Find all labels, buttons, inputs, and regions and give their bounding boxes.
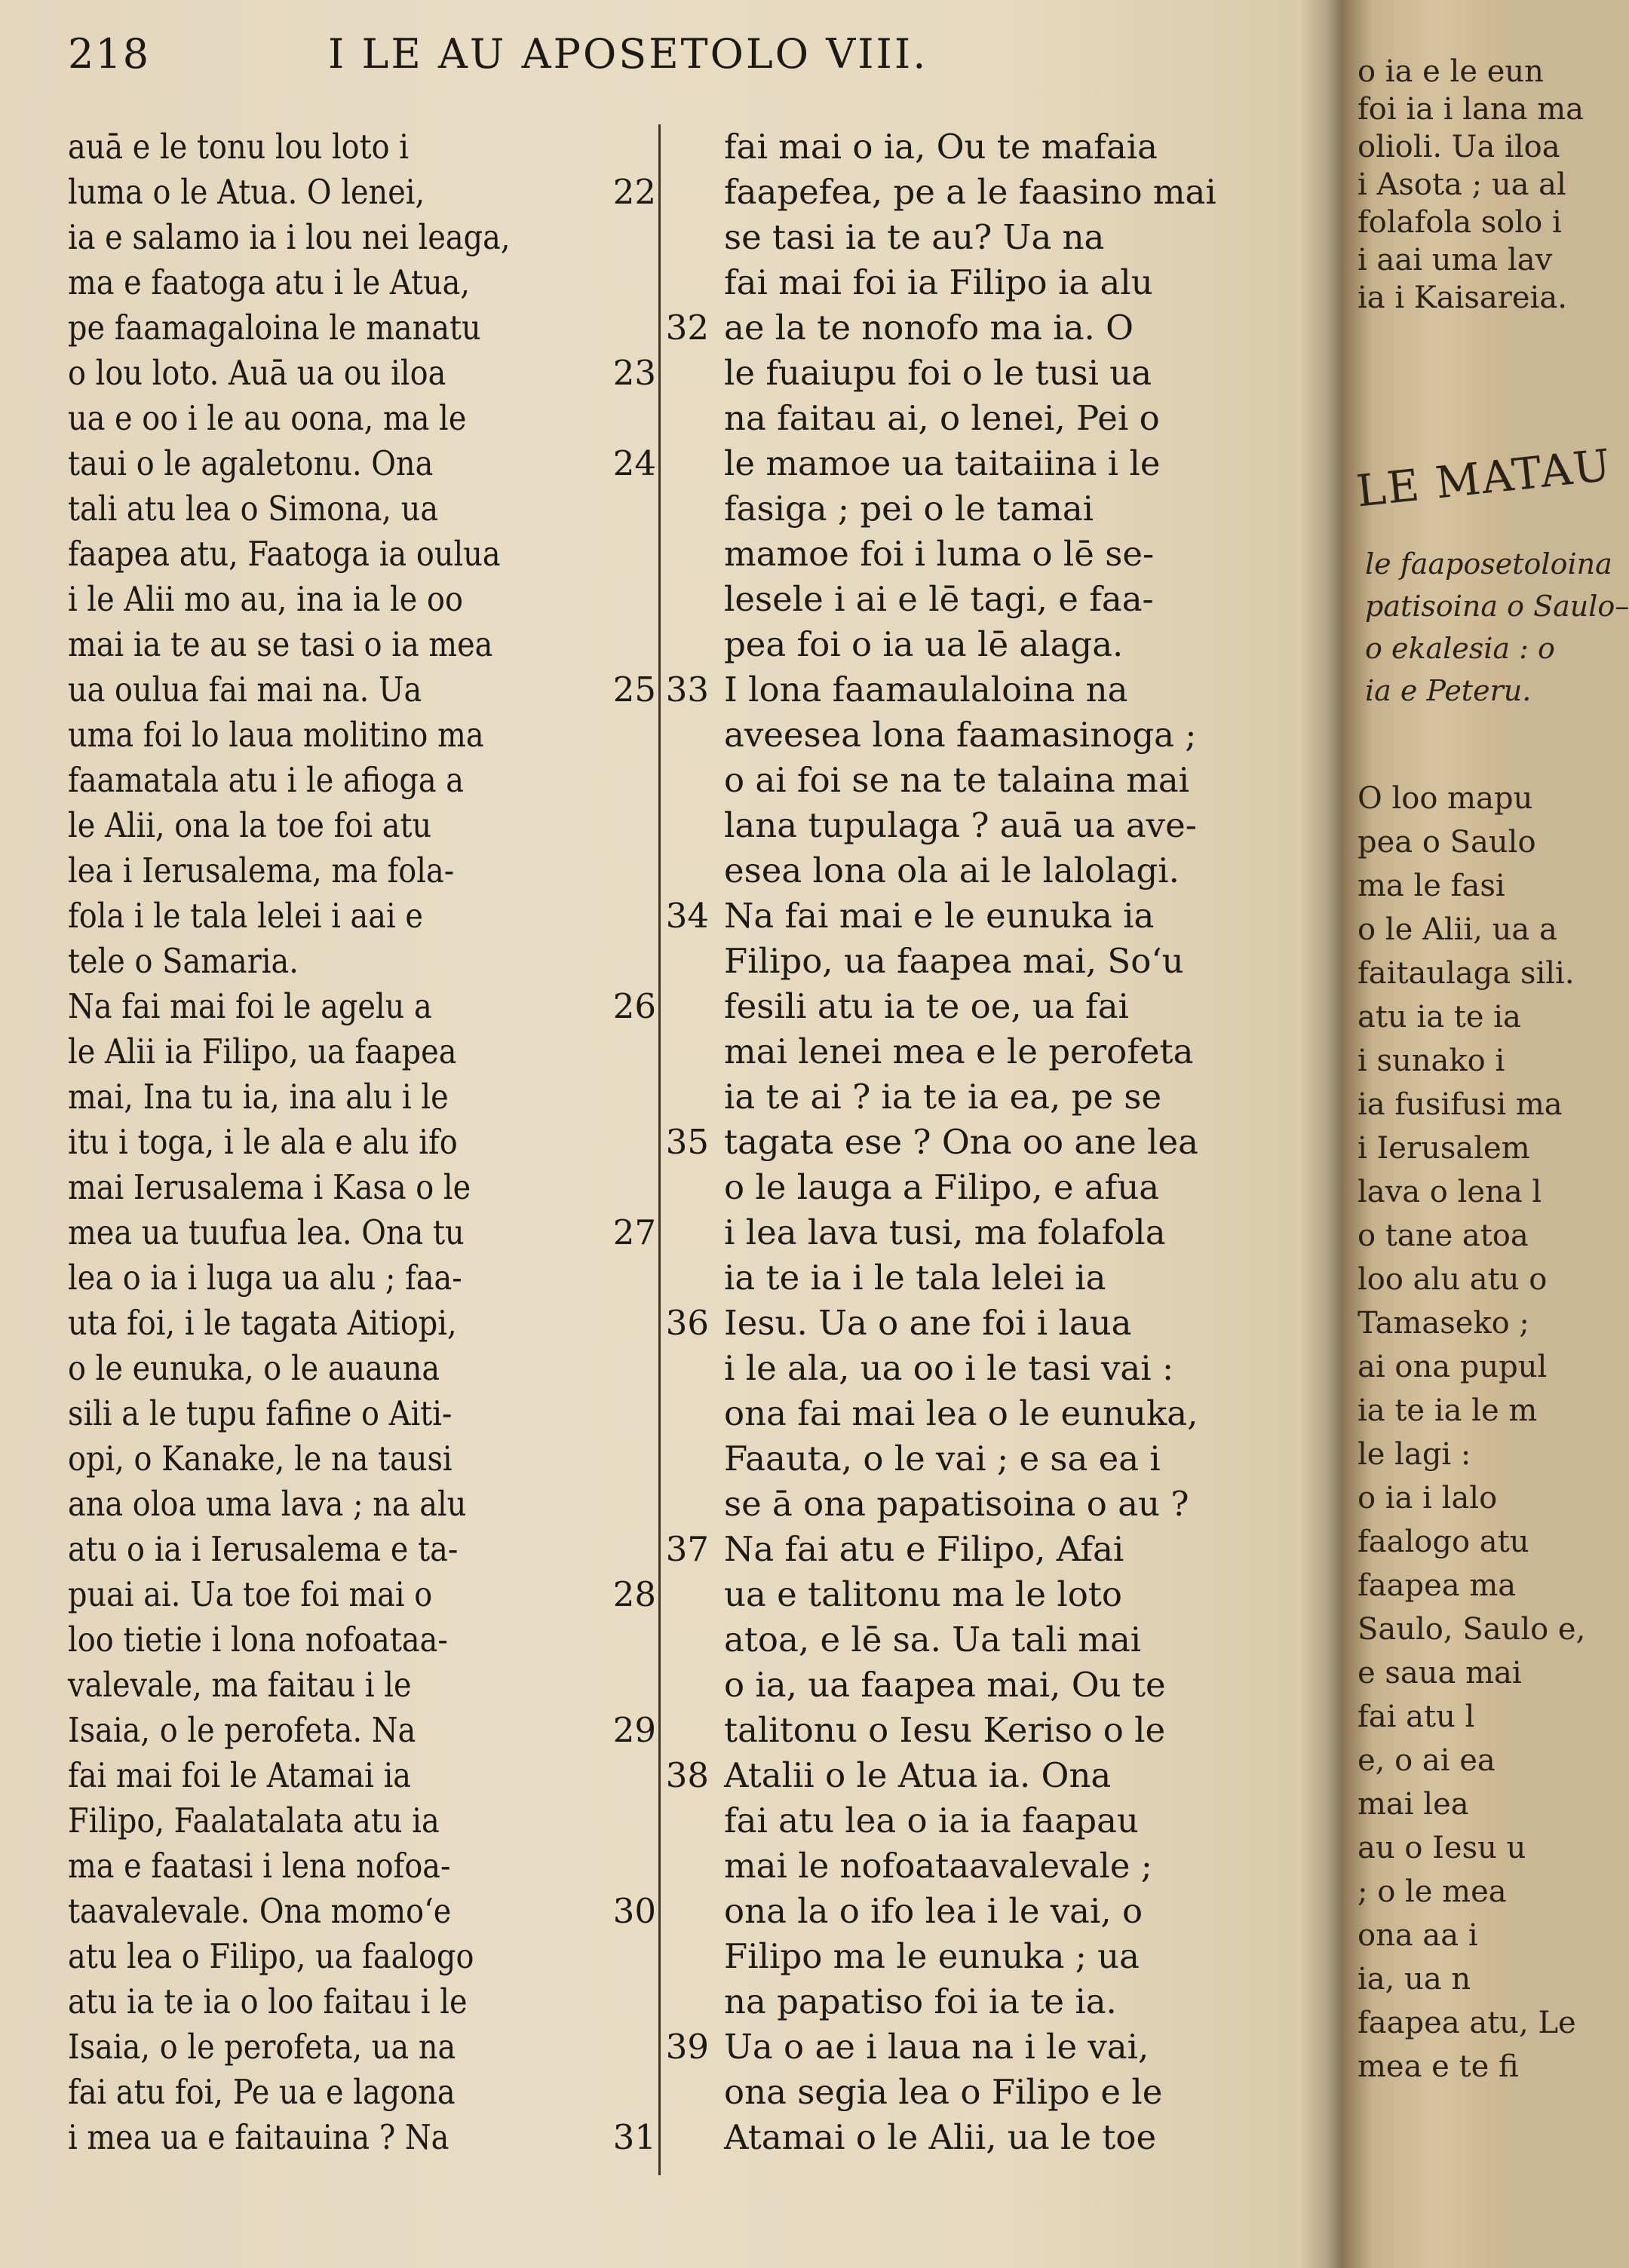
text-line	[724, 215, 1229, 260]
text-line	[665, 1120, 1229, 1165]
line-text: Filipo, ua faapea mai, So‘u	[724, 941, 1184, 981]
text-line	[665, 667, 1229, 713]
line-text: Atalii o le Atua ia. Ona	[724, 1755, 1112, 1795]
facing-page-line: i Ierusalem	[1358, 1131, 1530, 1166]
text-line	[68, 713, 656, 758]
line-text: lea o ia i luga ua alu ; faa-	[68, 1258, 462, 1298]
facing-page-line: ; o le mea	[1358, 1874, 1507, 1909]
facing-page-line: o ia e le eun	[1358, 54, 1544, 89]
text-line	[665, 1527, 1229, 1572]
line-text: I lona faamaulaloina na	[724, 670, 1128, 710]
line-text: mai le nofoataavalevale ;	[724, 1846, 1152, 1886]
text-line	[724, 1436, 1229, 1482]
facing-page-line: faapea atu, Le	[1358, 2006, 1576, 2040]
text-line	[68, 1708, 656, 1753]
line-text: Na fai atu e Filipo, Afai	[724, 1529, 1124, 1569]
line-text: Atamai o le Alii, ua le toe	[724, 2117, 1157, 2157]
text-line	[724, 1391, 1229, 1436]
facing-page-line: mea e te fi	[1358, 2049, 1519, 2084]
facing-page-line: ia te ia le m	[1358, 1393, 1538, 1428]
text-line	[724, 1979, 1229, 2024]
text-line	[68, 848, 656, 893]
facing-page-line: ona aa i	[1358, 1918, 1478, 1953]
facing-page-line: ma le fasi	[1358, 869, 1505, 903]
line-text: taui o le agaletonu. Ona	[68, 443, 434, 483]
text-line	[68, 532, 656, 577]
line-text: i le Alii mo au, ina ia le oo	[68, 579, 463, 619]
facing-page-line: olioli. Ua iloa	[1358, 130, 1560, 164]
line-text: o le eunuka, o le auauna	[68, 1348, 440, 1388]
line-text: atu o ia i Ierusalema e ta-	[68, 1529, 459, 1569]
text-line	[665, 1753, 1229, 1798]
line-text: mamoe foi i luma o lē se-	[724, 534, 1155, 574]
facing-page-line: le faaposetoloina	[1365, 547, 1612, 581]
verse-number: 30	[612, 1891, 656, 1931]
line-text: faapefea, pe a le faasino mai	[724, 172, 1216, 212]
verse-number: 31	[612, 2117, 656, 2157]
facing-page-line: faitaulaga sili.	[1358, 956, 1575, 991]
line-text: lesele i ai e lē tagi, e faa-	[724, 579, 1154, 619]
text-line	[68, 1663, 656, 1708]
verse-number: 24	[612, 443, 656, 483]
facing-page-line: lava o lena l	[1358, 1175, 1542, 1209]
line-text: aveesea lona faamasinoga ;	[724, 715, 1197, 755]
left-column	[68, 124, 656, 2160]
line-text: i le ala, ua oo i le tasi vai :	[724, 1348, 1174, 1388]
text-line	[724, 1889, 1229, 1934]
facing-page-line: faalogo atu	[1358, 1525, 1529, 1559]
text-line	[68, 170, 656, 215]
line-text: ia te ai ? ia te ia ea, pe se	[724, 1077, 1162, 1117]
text-line	[724, 1482, 1229, 1527]
text-line	[724, 532, 1229, 577]
text-line	[724, 170, 1229, 215]
facing-page-line: Saulo, Saulo e,	[1358, 1612, 1586, 1647]
text-line	[68, 1210, 656, 1255]
line-text: mai ia te au se tasi o ia mea	[68, 624, 493, 664]
facing-page-line: i Asota ; ua al	[1358, 167, 1566, 202]
line-text: Isaia, o le perofeta. Na	[68, 1710, 416, 1750]
verse-number: 35	[665, 1122, 709, 1162]
line-text: mai lenei mea e le perofeta	[724, 1031, 1194, 1071]
line-text: Na fai mai foi le agelu a	[68, 986, 432, 1026]
verse-number: 32	[665, 308, 709, 348]
text-line	[724, 577, 1229, 622]
text-line	[724, 803, 1229, 848]
line-text: o ai foi se na te talaina mai	[724, 760, 1190, 800]
facing-page-line: ai ona pupul	[1358, 1350, 1548, 1384]
text-line	[68, 124, 656, 170]
text-line	[68, 577, 656, 622]
verse-number: 22	[612, 172, 656, 212]
line-text: atu lea o Filipo, ua faalogo	[68, 1936, 474, 1976]
facing-page-chapter-summary	[1365, 543, 1629, 712]
verse-number: 28	[612, 1574, 656, 1614]
line-text: auā e le tonu lou loto i	[68, 127, 410, 167]
line-text: opi, o Kanake, le na tausi	[68, 1439, 452, 1479]
line-text: i lea lava tusi, ma folafola	[724, 1212, 1166, 1252]
facing-page-body-text	[1358, 777, 1585, 2089]
line-text: taavalevale. Ona momo‘e	[68, 1891, 452, 1931]
line-text: ona fai mai lea o le eunuka,	[724, 1393, 1198, 1433]
text-line	[724, 1346, 1229, 1391]
line-text: itu i toga, i le ala e alu ifo	[68, 1122, 458, 1162]
line-text: tali atu lea o Simona, ua	[68, 489, 439, 529]
facing-page-line: folafola solo i	[1358, 205, 1562, 240]
facing-page-line: o tane atoa	[1358, 1218, 1529, 1253]
facing-page-line: atu ia te ia	[1358, 1000, 1521, 1034]
line-text: lea i Ierusalema, ma fola-	[68, 851, 455, 890]
text-line	[68, 1844, 656, 1889]
text-line	[724, 2115, 1229, 2160]
line-text: mea ua tuufua lea. Ona tu	[68, 1212, 465, 1252]
text-line	[68, 2070, 656, 2115]
line-text: ia te ia i le tala lelei ia	[724, 1258, 1106, 1298]
text-line	[724, 1074, 1229, 1120]
line-text: puai ai. Ua toe foi mai o	[68, 1574, 433, 1614]
text-line	[68, 939, 656, 984]
line-text: le Alii ia Filipo, ua faapea	[68, 1031, 457, 1071]
line-text: faapea atu, Faatoga ia oulua	[68, 534, 501, 574]
line-text: tagata ese ? Ona oo ane lea	[724, 1122, 1198, 1162]
line-text: ma e faatoga atu i le Atua,	[68, 262, 471, 302]
line-text: Filipo, Faalatalata atu ia	[68, 1801, 440, 1840]
verse-number: 39	[665, 2027, 709, 2067]
text-line	[68, 1889, 656, 1934]
verse-number: 26	[612, 986, 656, 1026]
facing-page-top-text	[1358, 53, 1584, 317]
facing-page-line: o ia i lalo	[1358, 1481, 1498, 1516]
text-line	[68, 1979, 656, 2024]
line-text: fai mai foi le Atamai ia	[68, 1755, 412, 1795]
facing-page-heading: LE MATAU	[1354, 439, 1615, 517]
text-line	[724, 1798, 1229, 1844]
line-text: fesili atu ia te oe, ua fai	[724, 986, 1129, 1026]
line-text: fai mai o ia, Ou te mafaia	[724, 127, 1158, 167]
verse-number: 29	[612, 1710, 656, 1750]
text-line	[665, 1301, 1229, 1346]
facing-page-line: patisoina o Saulo–	[1365, 590, 1629, 623]
text-line	[68, 1436, 656, 1482]
line-text: fai atu lea o ia ia faapau	[724, 1801, 1139, 1840]
text-line	[68, 2115, 656, 2160]
text-line	[68, 667, 656, 713]
facing-page-line: o ekalesia : o	[1365, 632, 1555, 665]
text-line	[68, 758, 656, 803]
text-line	[68, 1029, 656, 1074]
line-text: ia e salamo ia i lou nei leaga,	[68, 217, 511, 257]
text-line	[68, 1572, 656, 1617]
text-line	[68, 984, 656, 1029]
text-line	[68, 1120, 656, 1165]
facing-page-line: ia i Kaisareia.	[1358, 280, 1567, 315]
text-line	[68, 2024, 656, 2070]
text-line	[68, 305, 656, 351]
text-line	[665, 2024, 1229, 2070]
text-line	[724, 1029, 1229, 1074]
text-line	[724, 351, 1229, 396]
facing-page-line: foi ia i lana ma	[1358, 92, 1584, 127]
column-divider	[658, 124, 661, 2175]
text-line	[68, 1617, 656, 1663]
line-text: na faitau ai, o lenei, Pei o	[724, 398, 1160, 438]
line-text: Iesu. Ua o ane foi i laua	[724, 1303, 1132, 1343]
text-line	[68, 893, 656, 939]
facing-page-line: i sunako i	[1358, 1044, 1505, 1078]
text-line	[724, 396, 1229, 441]
facing-page-line: loo alu atu o	[1358, 1262, 1548, 1297]
text-line	[68, 260, 656, 305]
facing-page-line: Tamaseko ;	[1358, 1306, 1529, 1341]
text-line	[68, 1934, 656, 1979]
line-text: se tasi ia te au? Ua na	[724, 217, 1105, 257]
line-text: le mamoe ua taitaiina i le	[724, 443, 1161, 483]
page-number: 218	[68, 30, 151, 78]
text-line	[68, 1074, 656, 1120]
text-line	[68, 1527, 656, 1572]
facing-page-line: ia fusifusi ma	[1358, 1087, 1563, 1122]
line-text: Filipo ma le eunuka ; ua	[724, 1936, 1140, 1976]
text-line	[724, 1844, 1229, 1889]
line-text: ua oulua fai mai na. Ua	[68, 670, 422, 710]
text-line	[68, 622, 656, 667]
text-line	[68, 396, 656, 441]
line-text: atu ia te ia o loo faitau i le	[68, 1981, 468, 2021]
verse-number: 38	[665, 1755, 709, 1795]
text-line	[724, 1255, 1229, 1301]
verse-number: 23	[612, 353, 656, 393]
verse-number: 25	[612, 670, 656, 710]
line-text: luma o le Atua. O lenei,	[68, 172, 425, 212]
facing-page-line: mai lea	[1358, 1787, 1469, 1822]
line-text: esea lona ola ai le lalolagi.	[724, 851, 1180, 890]
verse-number: 34	[665, 896, 709, 936]
facing-page-line: e, o ai ea	[1358, 1743, 1496, 1778]
facing-page	[1342, 0, 1629, 2268]
line-text: na papatiso foi ia te ia.	[724, 1981, 1117, 2021]
text-line	[68, 486, 656, 532]
facing-page-line: au o Iesu u	[1358, 1831, 1526, 1865]
line-text: faamatala atu i le afioga a	[68, 760, 464, 800]
text-line	[724, 260, 1229, 305]
text-line	[724, 1708, 1229, 1753]
right-column	[665, 124, 1229, 2160]
text-line	[724, 622, 1229, 667]
text-line	[68, 1165, 656, 1210]
line-text: valevale, ma faitau i le	[68, 1665, 412, 1705]
text-line	[724, 441, 1229, 486]
line-text: tele o Samaria.	[68, 941, 299, 981]
line-text: lana tupulaga ? auā ua ave-	[724, 805, 1197, 845]
line-text: Faauta, o le vai ; e sa ea i	[724, 1439, 1161, 1479]
running-head: I LE AU APOSETOLO VIII.	[328, 30, 928, 78]
line-text: loo tietie i lona nofoataa-	[68, 1620, 448, 1660]
line-text: talitonu o Iesu Keriso o le	[724, 1710, 1166, 1750]
text-line	[724, 1663, 1229, 1708]
line-text: Ua o ae i laua na i le vai,	[724, 2027, 1149, 2067]
line-text: o ia, ua faapea mai, Ou te	[724, 1665, 1166, 1705]
text-line	[724, 1165, 1229, 1210]
line-text: mai, Ina tu ia, ina alu i le	[68, 1077, 449, 1117]
line-text: ua e oo i le au oona, ma le	[68, 398, 467, 438]
facing-page-line: le lagi :	[1358, 1437, 1471, 1472]
line-text: ma e faatasi i lena nofoa-	[68, 1846, 451, 1886]
line-text: ana oloa uma lava ; na alu	[68, 1484, 467, 1524]
line-text: sili a le tupu fafine o Aiti-	[68, 1393, 452, 1433]
line-text: uma foi lo laua molitino ma	[68, 715, 484, 755]
facing-page-line: ia e Peteru.	[1365, 674, 1532, 707]
line-text: fasiga ; pei o le tamai	[724, 489, 1094, 529]
line-text: le fuaiupu foi o le tusi ua	[724, 353, 1152, 393]
line-text: ua e talitonu ma le loto	[724, 1574, 1122, 1614]
line-text: ae la te nonofo ma ia. O	[724, 308, 1134, 348]
line-text: Na fai mai e le eunuka ia	[724, 896, 1155, 936]
text-line	[724, 758, 1229, 803]
line-text: atoa, e lē sa. Ua tali mai	[724, 1620, 1142, 1660]
text-line	[68, 1753, 656, 1798]
line-text: uta foi, i le tagata Aitiopi,	[68, 1303, 457, 1343]
text-line	[724, 984, 1229, 1029]
text-line	[68, 1482, 656, 1527]
line-text: se ā ona papatisoina o au ?	[724, 1484, 1189, 1524]
facing-page-line: O loo mapu	[1358, 781, 1533, 816]
facing-page-line: ia, ua n	[1358, 1962, 1471, 1997]
text-line	[665, 305, 1229, 351]
line-text: Isaia, o le perofeta, ua na	[68, 2027, 456, 2067]
text-line	[68, 1301, 656, 1346]
line-text: ona segia lea o Filipo e le	[724, 2072, 1163, 2112]
text-line	[68, 1391, 656, 1436]
text-line	[724, 486, 1229, 532]
verse-number: 33	[665, 670, 709, 710]
line-text: le Alii, ona la toe foi atu	[68, 805, 432, 845]
text-line	[724, 1210, 1229, 1255]
facing-page-line: e saua mai	[1358, 1656, 1522, 1690]
text-line	[724, 1572, 1229, 1617]
text-line	[68, 1798, 656, 1844]
text-line	[68, 215, 656, 260]
text-line	[724, 2070, 1229, 2115]
line-text: i mea ua e faitauina ? Na	[68, 2117, 449, 2157]
verse-number: 27	[612, 1212, 656, 1252]
text-line	[68, 441, 656, 486]
facing-page-line: pea o Saulo	[1358, 825, 1536, 860]
line-text: fai mai foi ia Filipo ia alu	[724, 262, 1153, 302]
line-text: o le lauga a Filipo, e afua	[724, 1167, 1160, 1207]
facing-page-line: faapea ma	[1358, 1568, 1517, 1603]
facing-page-line: o le Alii, ua a	[1358, 912, 1557, 947]
line-text: fai atu foi, Pe ua e lagona	[68, 2072, 456, 2112]
verse-number: 37	[665, 1529, 709, 1569]
line-text: pea foi o ia ua lē alaga.	[724, 624, 1124, 664]
text-line	[724, 848, 1229, 893]
line-text: fola i le tala lelei i aai e	[68, 896, 423, 936]
verse-number: 36	[665, 1303, 709, 1343]
text-line	[724, 1617, 1229, 1663]
text-line	[68, 1346, 656, 1391]
line-text: ona la o ifo lea i le vai, o	[724, 1891, 1143, 1931]
text-line	[724, 939, 1229, 984]
text-line	[724, 713, 1229, 758]
binding-gutter	[1301, 0, 1346, 2268]
page-header	[68, 30, 1275, 83]
line-text: pe faamagaloina le manatu	[68, 308, 481, 348]
text-line	[68, 803, 656, 848]
line-text: mai Ierusalema i Kasa o le	[68, 1167, 471, 1207]
line-text: o lou loto. Auā ua ou iloa	[68, 353, 446, 393]
text-line	[68, 351, 656, 396]
text-line	[68, 1255, 656, 1301]
text-line	[724, 1934, 1229, 1979]
text-line	[724, 124, 1229, 170]
facing-page-line: i aai uma lav	[1358, 243, 1553, 277]
facing-page-line: fai atu l	[1358, 1699, 1475, 1734]
text-line	[665, 893, 1229, 939]
